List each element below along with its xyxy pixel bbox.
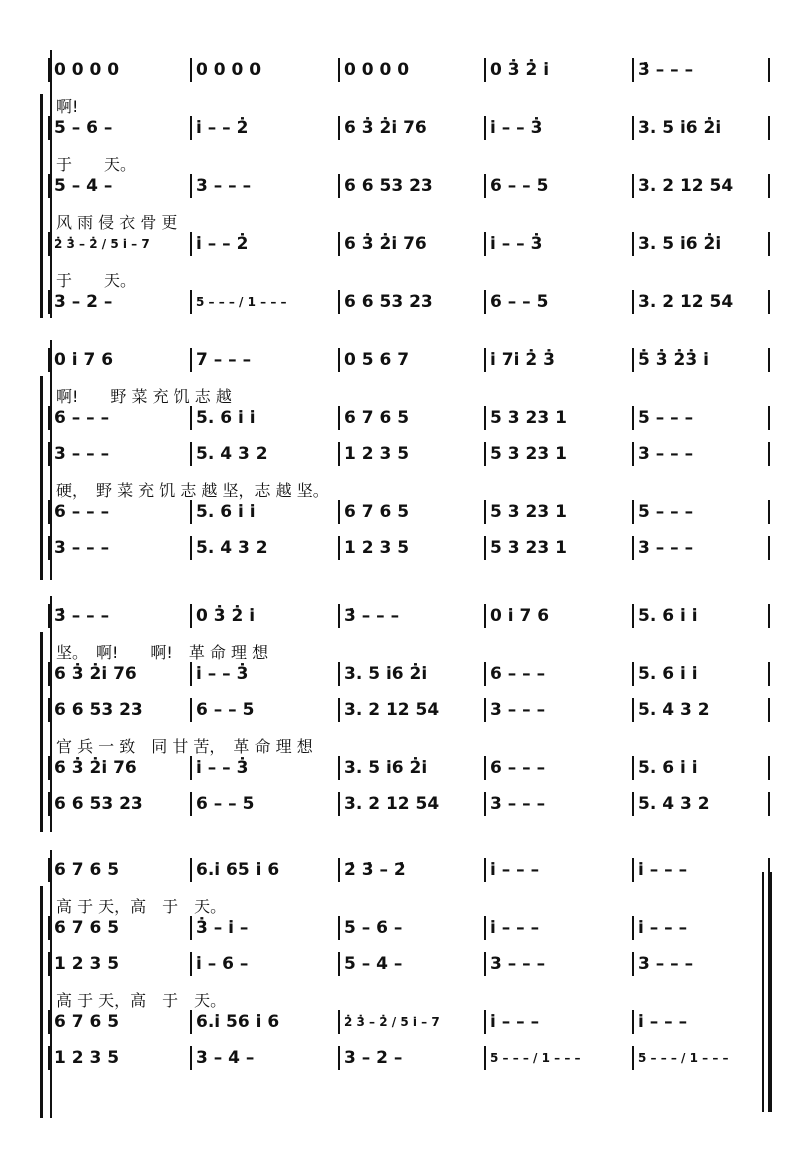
barline: [338, 916, 340, 940]
measure: 6 7 6 5: [54, 860, 120, 880]
measure: 5 – 6 –: [54, 118, 113, 138]
final-barline-thin: [762, 872, 764, 1112]
barline: [190, 916, 192, 940]
measure: i̇ – – 3̇: [196, 664, 249, 684]
staff-row: [54, 792, 770, 816]
measure: 6 6 53 23: [54, 794, 143, 814]
barline: [632, 1010, 634, 1034]
staff-row: [54, 604, 770, 628]
barline: [190, 406, 192, 430]
measure: 5 3 23 1: [490, 408, 567, 428]
barline: [484, 916, 486, 940]
barline: [48, 116, 50, 140]
measure: 6 – – 5: [490, 176, 549, 196]
lyric-row: [54, 268, 770, 290]
barline: [484, 1046, 486, 1070]
lyric-text: 坚。 啊! 啊! 革 命 理 想: [56, 643, 269, 662]
barline: [48, 698, 50, 722]
staff-row: [54, 1046, 770, 1070]
barline: [190, 536, 192, 560]
measure: 2̇ 3̇ – 2̇: [344, 860, 406, 880]
barline: [190, 290, 192, 314]
system-barline: [50, 596, 52, 832]
staff-row: [54, 662, 770, 686]
staff-row: [54, 232, 770, 256]
measure: 5 – – –: [638, 502, 694, 522]
barline: [48, 406, 50, 430]
barline: [48, 232, 50, 256]
measure: 1 2 3 5: [344, 444, 410, 464]
staff-row: [54, 756, 770, 780]
barline: [338, 174, 340, 198]
measure: 0 0 0 0: [344, 60, 410, 80]
lyric-text: 啊! 野 菜 充 饥 志 越: [56, 387, 232, 406]
lyric-row: [54, 152, 770, 174]
barline: [632, 290, 634, 314]
barline: [338, 698, 340, 722]
barline: [484, 174, 486, 198]
barline: [190, 1046, 192, 1070]
barline: [190, 952, 192, 976]
measure: i̇ – – –: [638, 918, 688, 938]
measure: 0 0 0 0: [196, 60, 262, 80]
barline: [768, 406, 770, 430]
barline: [632, 698, 634, 722]
lyric-text: 于 天。: [56, 271, 137, 290]
lyric-row: [54, 384, 770, 406]
measure: 3. 2 12 54: [344, 700, 440, 720]
measure: 3 – – –: [638, 954, 694, 974]
measure: 3 – 4 –: [196, 1048, 255, 1068]
measure: 1 2 3 5: [344, 538, 410, 558]
staff-row: [54, 536, 770, 560]
measure: 6 7 6 5: [344, 502, 410, 522]
barline: [190, 232, 192, 256]
measure: 0 i̇ 7 6: [490, 606, 550, 626]
barline: [632, 116, 634, 140]
barline: [484, 442, 486, 466]
measure: 2̇ 3̇ – 2̇ / 5 i̇ – 7: [54, 237, 150, 251]
barline: [484, 290, 486, 314]
measure: i̇ 7i̇ 2̇ 3̇: [490, 350, 555, 370]
barline: [190, 756, 192, 780]
score-system: [40, 340, 770, 580]
barline: [190, 604, 192, 628]
staff-row: [54, 174, 770, 198]
barline: [484, 536, 486, 560]
barline: [632, 442, 634, 466]
measure: 5. 4 3 2: [638, 700, 710, 720]
barline: [338, 662, 340, 686]
barline: [484, 858, 486, 882]
score-system: [40, 850, 770, 1118]
measure: 3̇ – – –: [54, 606, 110, 626]
barline: [48, 442, 50, 466]
barline: [484, 604, 486, 628]
measure: 0 5 6 7: [344, 350, 410, 370]
barline: [768, 698, 770, 722]
staff-row: [54, 406, 770, 430]
system-barline: [50, 340, 52, 580]
barline: [190, 500, 192, 524]
measure: 0 i̇ 7 6: [54, 350, 114, 370]
barline: [48, 604, 50, 628]
barline: [632, 858, 634, 882]
lyric-text: 高 于 天，高 于 天。: [56, 897, 227, 916]
barline: [632, 916, 634, 940]
barline: [190, 792, 192, 816]
staff-row: [54, 500, 770, 524]
barline: [338, 116, 340, 140]
barline: [768, 116, 770, 140]
measure: 5. 6 i̇ i̇: [196, 502, 256, 522]
measure: 3 – – –: [54, 538, 110, 558]
measure: 1 2 3 5: [54, 954, 120, 974]
barline: [768, 500, 770, 524]
measure: 6 – – –: [490, 664, 546, 684]
measure: 1 2 3 5: [54, 1048, 120, 1068]
barline: [632, 536, 634, 560]
measure: 5. 4 3 2: [638, 794, 710, 814]
barline: [190, 698, 192, 722]
measure: 6 7 6 5: [344, 408, 410, 428]
lyric-row: [54, 734, 770, 756]
measure: 3 – 2 –: [54, 292, 113, 312]
barline: [338, 442, 340, 466]
barline: [190, 348, 192, 372]
barline: [632, 348, 634, 372]
system-barline: [50, 850, 52, 1118]
barline: [484, 1010, 486, 1034]
measure: 6 – – –: [54, 408, 110, 428]
barline: [768, 756, 770, 780]
measure: 6.i̇ 56 i̇ 6: [196, 1012, 280, 1032]
staff-row: [54, 916, 770, 940]
measure: i̇ – – –: [490, 860, 540, 880]
barline: [48, 792, 50, 816]
lyric-row: [54, 210, 770, 232]
measure: 6 3̇ 2̇i̇ 76: [344, 234, 427, 254]
measure: 6.i̇ 65 i̇ 6: [196, 860, 280, 880]
barline: [632, 756, 634, 780]
barline: [484, 58, 486, 82]
measure: 5 3 23 1: [490, 444, 567, 464]
barline: [632, 952, 634, 976]
measure: i̇ – – –: [638, 860, 688, 880]
measure: 3. 5 i̇6 2̇i̇: [344, 758, 428, 778]
barline: [48, 1046, 50, 1070]
measure: 5. 6 i̇ i̇: [638, 664, 698, 684]
barline: [768, 442, 770, 466]
barline: [190, 116, 192, 140]
measure: 5 – – – / 1 – – –: [638, 1051, 729, 1065]
barline: [190, 858, 192, 882]
measure: 3. 2 12 54: [638, 292, 734, 312]
lyric-text: 硬， 野 菜 充 饥 志 越 坚，志 越 坚。: [56, 481, 329, 500]
measure: 5. 6 i̇ i̇: [638, 758, 698, 778]
measure: i̇ – – –: [638, 1012, 688, 1032]
measure: i̇ – – 2̇: [196, 234, 249, 254]
staff-row: [54, 442, 770, 466]
measure: 6 – – 5: [490, 292, 549, 312]
measure: 5 – – – / 1 – – –: [196, 295, 287, 309]
barline: [48, 174, 50, 198]
lyric-row: [54, 640, 770, 662]
lyric-row: [54, 894, 770, 916]
measure: 7 – – –: [196, 350, 252, 370]
staff-row: [54, 116, 770, 140]
staff-row: [54, 290, 770, 314]
measure: 3̇ – – –: [344, 606, 400, 626]
measure: 6 – – 5: [196, 700, 255, 720]
lyric-text: 啊!: [56, 97, 79, 116]
barline: [338, 58, 340, 82]
barline: [190, 1010, 192, 1034]
measure: i̇ – – 3̇: [196, 758, 249, 778]
lyric-text: 高 于 天，高 于 天。: [56, 991, 227, 1010]
measure: 3̇ – i̇ –: [196, 918, 249, 938]
barline: [484, 232, 486, 256]
lyric-row: [54, 988, 770, 1010]
barline: [632, 1046, 634, 1070]
measure: i̇ – 6 –: [196, 954, 249, 974]
barline: [338, 406, 340, 430]
measure: 3 – – –: [54, 444, 110, 464]
barline: [632, 604, 634, 628]
score-system: [40, 50, 770, 318]
final-barline-thick: [768, 872, 772, 1112]
barline: [484, 116, 486, 140]
measure: 6 6 53 23: [344, 176, 433, 196]
measure: 3 – 2 –: [344, 1048, 403, 1068]
staff-row: [54, 952, 770, 976]
barline: [48, 1010, 50, 1034]
measure: 5. 6 i̇ i̇: [638, 606, 698, 626]
barline: [338, 952, 340, 976]
measure: 5 3 23 1: [490, 502, 567, 522]
measure: 3. 2 12 54: [344, 794, 440, 814]
lyric-text: 官 兵 一 致 同 甘 苦， 革 命 理 想: [56, 737, 313, 756]
barline: [48, 500, 50, 524]
measure: 6 – – –: [490, 758, 546, 778]
measure: 3. 2 12 54: [638, 176, 734, 196]
measure: i̇ – – 3̇: [490, 234, 543, 254]
measure: 6 7 6 5: [54, 1012, 120, 1032]
barline: [484, 348, 486, 372]
barline: [190, 662, 192, 686]
barline: [190, 442, 192, 466]
barline: [484, 500, 486, 524]
measure: 6 7 6 5: [54, 918, 120, 938]
measure: 3 – – –: [638, 538, 694, 558]
measure: 5 – – – / 1 – – –: [490, 1051, 581, 1065]
measure: 6 – – 5: [196, 794, 255, 814]
barline: [632, 662, 634, 686]
measure: 6 3̇ 2̇i̇ 76: [344, 118, 427, 138]
barline: [338, 604, 340, 628]
measure: 5 – – –: [638, 408, 694, 428]
staff-row: [54, 1010, 770, 1034]
barline: [484, 756, 486, 780]
barline: [48, 58, 50, 82]
measure: 5. 6 i̇ i̇: [196, 408, 256, 428]
measure: 5 – 4 –: [54, 176, 113, 196]
measure: 5. 4 3 2: [196, 444, 268, 464]
barline: [484, 792, 486, 816]
measure: i̇ – – –: [490, 918, 540, 938]
measure: 6 6 53 23: [344, 292, 433, 312]
barline: [190, 58, 192, 82]
measure: 6 3̇ 2̇i̇ 76: [54, 758, 137, 778]
barline: [484, 406, 486, 430]
barline: [632, 58, 634, 82]
measure: 5 – 6 –: [344, 918, 403, 938]
barline: [48, 348, 50, 372]
staff-row: [54, 58, 770, 82]
score-system: [40, 596, 770, 832]
barline: [190, 174, 192, 198]
barline: [338, 1046, 340, 1070]
measure: 0 3̇ 2̇ i̇: [196, 606, 256, 626]
barline: [768, 58, 770, 82]
measure: i̇ – – –: [490, 1012, 540, 1032]
lyric-row: [54, 94, 770, 116]
barline: [768, 174, 770, 198]
measure: 2̇ 3̇ – 2̇ / 5 i̇ – 7: [344, 1015, 440, 1029]
barline: [338, 756, 340, 780]
measure: 3 – – –: [638, 444, 694, 464]
measure: 5. 4 3 2: [196, 538, 268, 558]
barline: [768, 348, 770, 372]
measure: 3 – – –: [490, 954, 546, 974]
barline: [338, 232, 340, 256]
barline: [768, 662, 770, 686]
measure: 3. 5 i̇6 2̇i̇: [638, 118, 722, 138]
measure: 6 – – –: [54, 502, 110, 522]
barline: [338, 290, 340, 314]
barline: [48, 916, 50, 940]
measure: 0 0 0 0: [54, 60, 120, 80]
barline: [48, 952, 50, 976]
lyric-row: [54, 478, 770, 500]
barline: [48, 290, 50, 314]
barline: [632, 232, 634, 256]
barline: [768, 604, 770, 628]
barline: [632, 174, 634, 198]
barline: [338, 348, 340, 372]
measure: 3̇ – – –: [638, 60, 694, 80]
measure: 6 3̇ 2̇i̇ 76: [54, 664, 137, 684]
measure: 3. 5 i̇6 2̇i̇: [344, 664, 428, 684]
barline: [632, 792, 634, 816]
staff-row: [54, 858, 770, 882]
measure: 6 6 53 23: [54, 700, 143, 720]
barline: [48, 536, 50, 560]
barline: [768, 232, 770, 256]
measure: 3 – – –: [490, 700, 546, 720]
barline: [768, 536, 770, 560]
lyric-text: 于 天。: [56, 155, 137, 174]
barline: [48, 662, 50, 686]
barline: [338, 536, 340, 560]
measure: i̇ – – 2̇: [196, 118, 249, 138]
barline: [48, 858, 50, 882]
measure: 3 – – –: [490, 794, 546, 814]
measure: 0 3̇ 2̇ i̇: [490, 60, 550, 80]
barline: [632, 500, 634, 524]
barline: [768, 792, 770, 816]
barline: [484, 698, 486, 722]
staff-row: [54, 348, 770, 372]
measure: 5 – 4 –: [344, 954, 403, 974]
barline: [768, 290, 770, 314]
system-barline: [50, 50, 52, 318]
barline: [338, 500, 340, 524]
barline: [338, 858, 340, 882]
measure: 5 3 23 1: [490, 538, 567, 558]
measure: 3. 5 i̇6 2̇i̇: [638, 234, 722, 254]
barline: [338, 792, 340, 816]
measure: i̇ – – 3̇: [490, 118, 543, 138]
barline: [632, 406, 634, 430]
barline: [484, 952, 486, 976]
barline: [338, 1010, 340, 1034]
staff-row: [54, 698, 770, 722]
lyric-text: 风 雨 侵 衣 骨 更: [56, 213, 178, 232]
barline: [48, 756, 50, 780]
measure: 5̇ 3̇ 2̇3̇ i̇: [638, 350, 709, 370]
barline: [484, 662, 486, 686]
measure: 3 – – –: [196, 176, 252, 196]
